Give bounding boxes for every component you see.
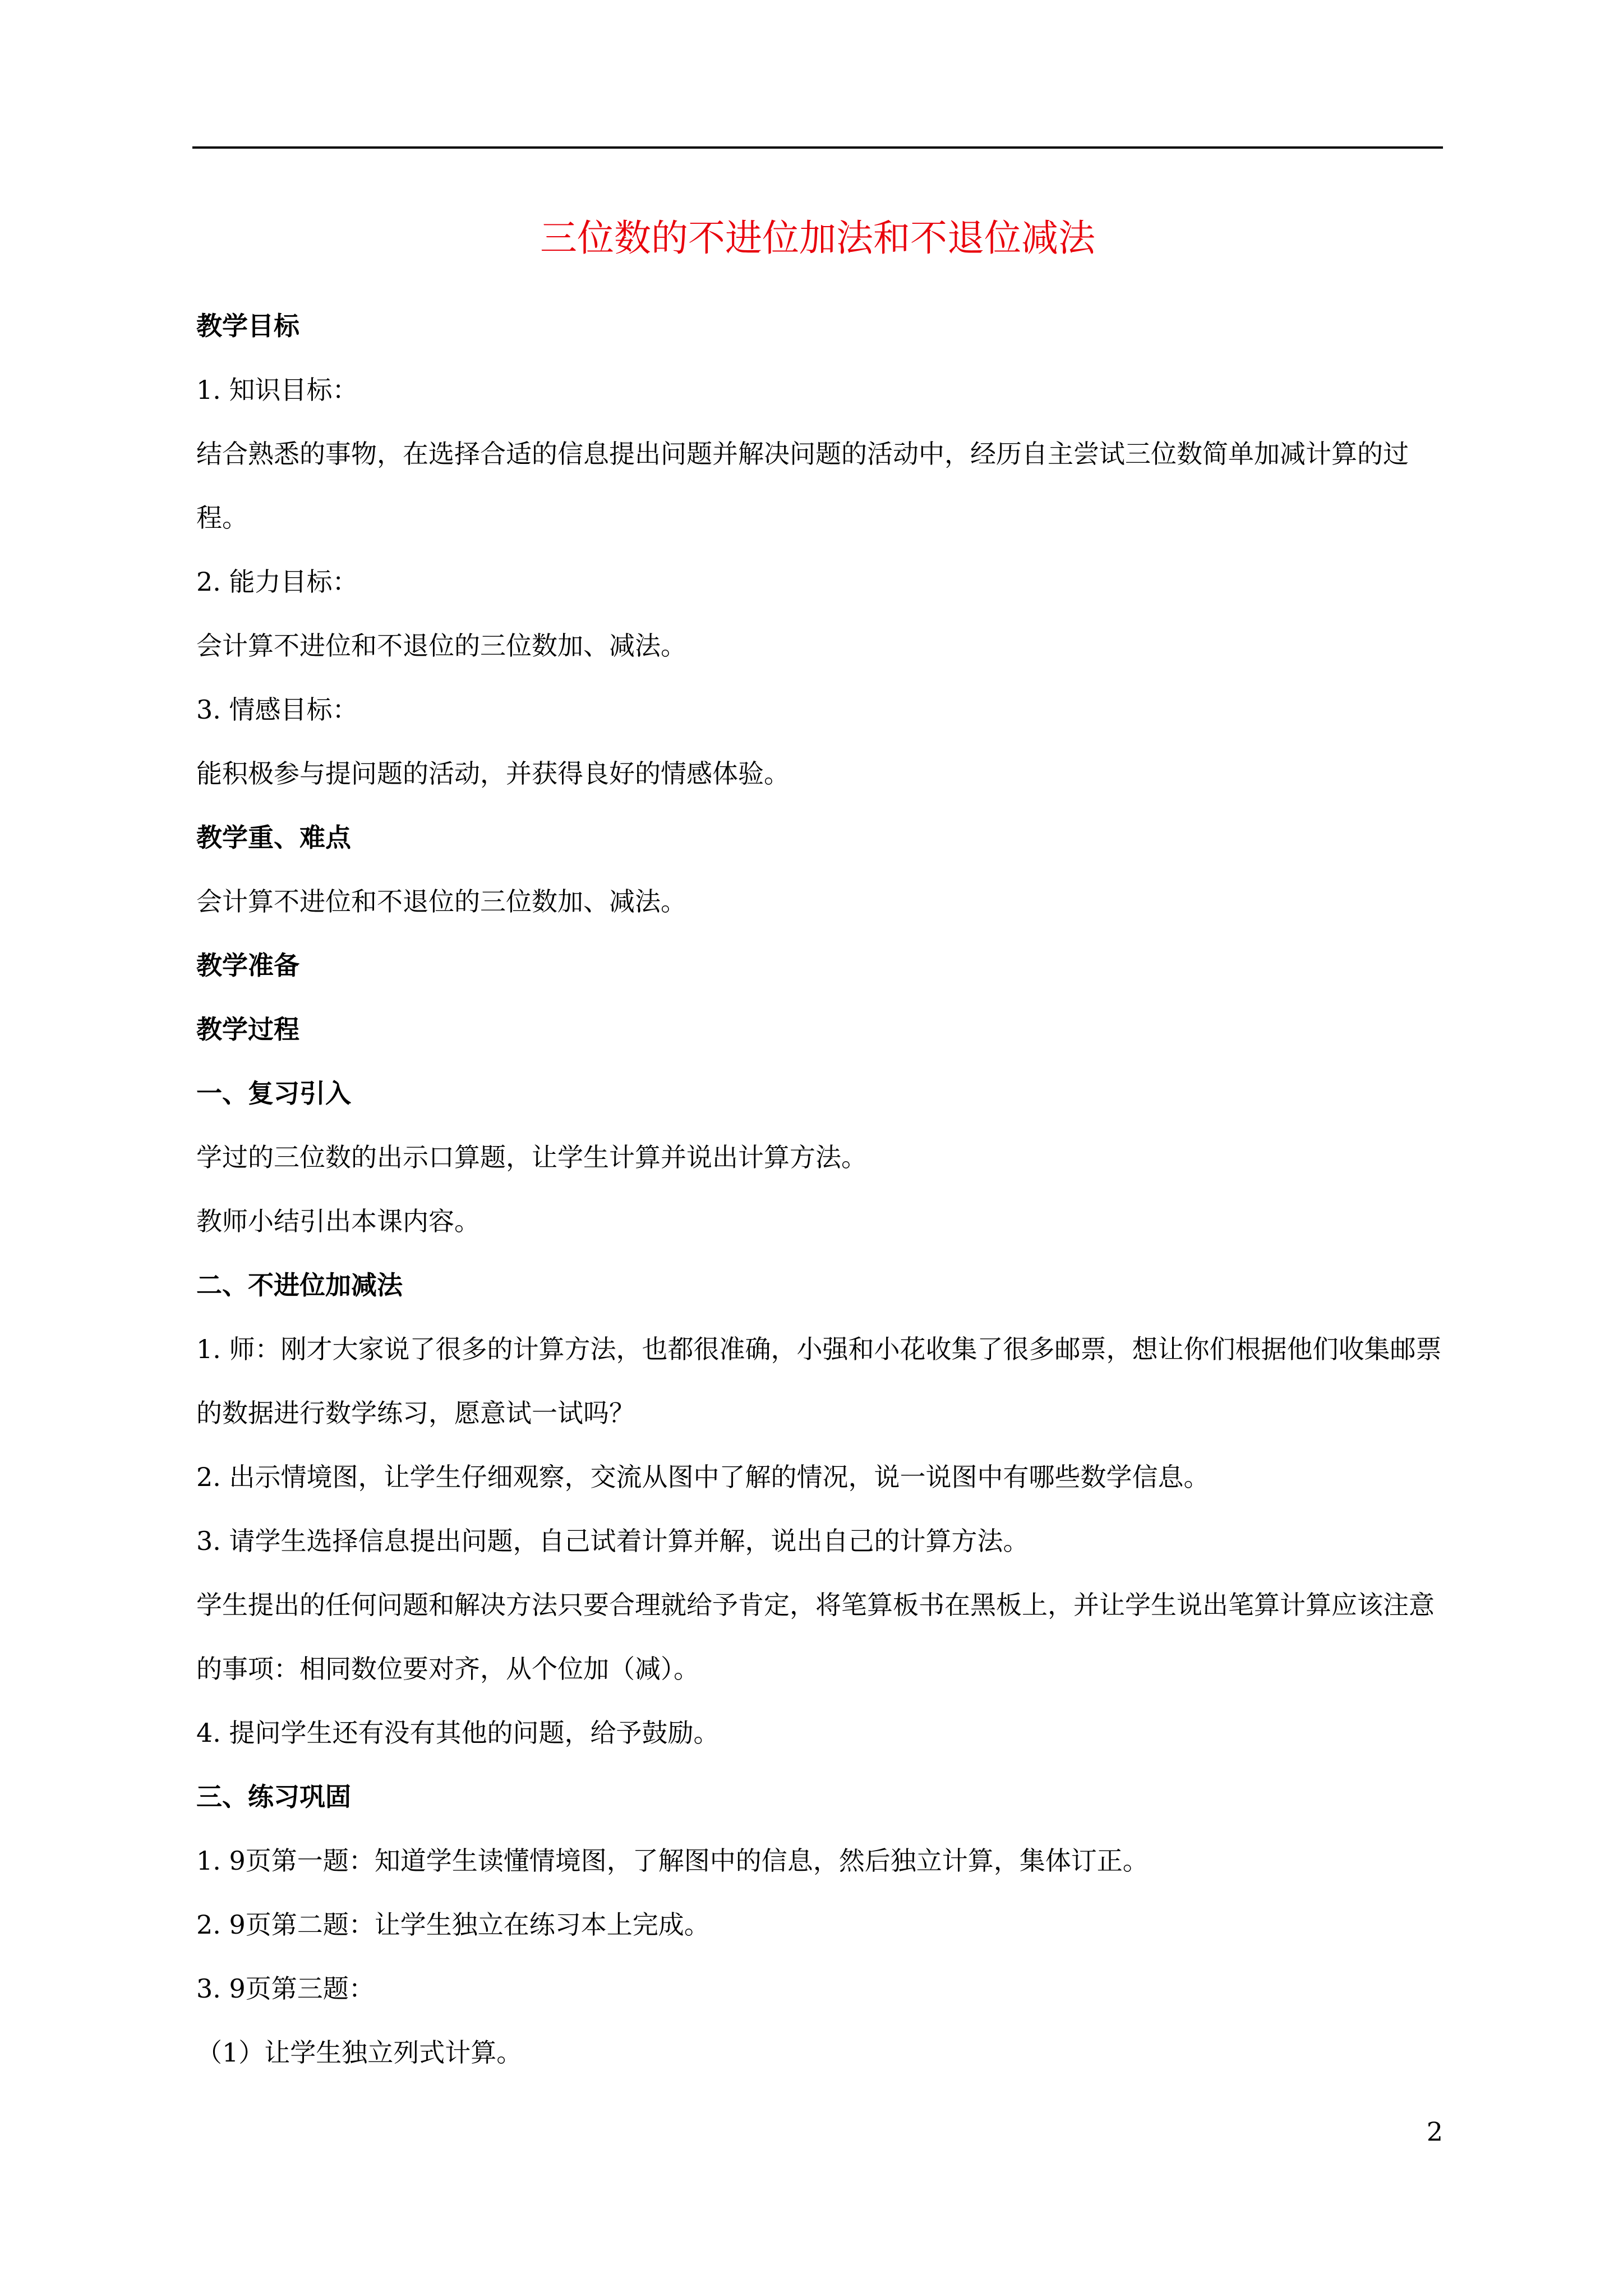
paragraph: 能积极参与提问题的活动，并获得良好的情感体验。 [196,758,790,789]
paragraph: 1. 师：刚才大家说了很多的计算方法，也都很准确，小强和小花收集了很多邮票，想让你们根据他们收集邮票的数据进行数学练习，愿意试一试吗？ [196,1334,1442,1428]
paragraph: 2. 出示情境图，让学生仔细观察，交流从图中了解的情况，说一说图中有哪些数学信息。 [196,1462,1210,1492]
document-body [196,294,1443,2085]
paragraph: 3. 情感目标： [196,694,358,725]
page-title: 三位数的不进位加法和不退位减法 [540,217,1095,260]
section-heading: 一、复习引入 [196,1078,351,1108]
section-heading: 教学目标 [196,311,299,341]
section-heading: 教学过程 [196,1014,299,1045]
paragraph: 会计算不进位和不退位的三位数加、减法。 [196,886,686,917]
section-heading: 二、不进位加减法 [196,1270,403,1300]
section-heading: 教学重、难点 [196,822,351,853]
paragraph: 2. 9页第二题：让学生独立在练习本上完成。 [196,1910,710,1940]
paragraph: 教师小结引出本课内容。 [196,1206,480,1236]
paragraph: 3. 9页第三题： [196,1973,375,2004]
paragraph: 1. 9页第一题：知道学生读懂情境图，了解图中的信息，然后独立计算，集体订正。 [196,1846,1149,1876]
paragraph: 结合熟悉的事物，在选择合适的信息提出问题并解决问题的活动中，经历自主尝试三位数简单加减计算的过程。 [196,439,1409,533]
paragraph: 会计算不进位和不退位的三位数加、减法。 [196,631,686,661]
page-number: 2 [1426,2116,1443,2147]
section-heading: 教学准备 [196,950,299,981]
section-heading: 三、练习巩固 [196,1782,351,1812]
header-rule [192,146,1443,149]
paragraph: 4. 提问学生还有没有其他的问题，给予鼓励。 [196,1718,720,1748]
paragraph: 3. 请学生选择信息提出问题，自己试着计算并解，说出自己的计算方法。 [196,1526,1029,1556]
paragraph: 学过的三位数的出示口算题，让学生计算并说出计算方法。 [196,1142,867,1172]
paragraph: 学生提出的任何问题和解决方法只要合理就给予肯定，将笔算板书在黑板上，并让学生说出笔算计算应该注意的事项：相同数位要对齐，从个位加（减）。 [196,1590,1435,1684]
paragraph: 1. 知识目标： [196,375,358,405]
paragraph: （1）让学生独立列式计算。 [196,2037,523,2068]
paragraph: 2. 能力目标： [196,567,358,597]
